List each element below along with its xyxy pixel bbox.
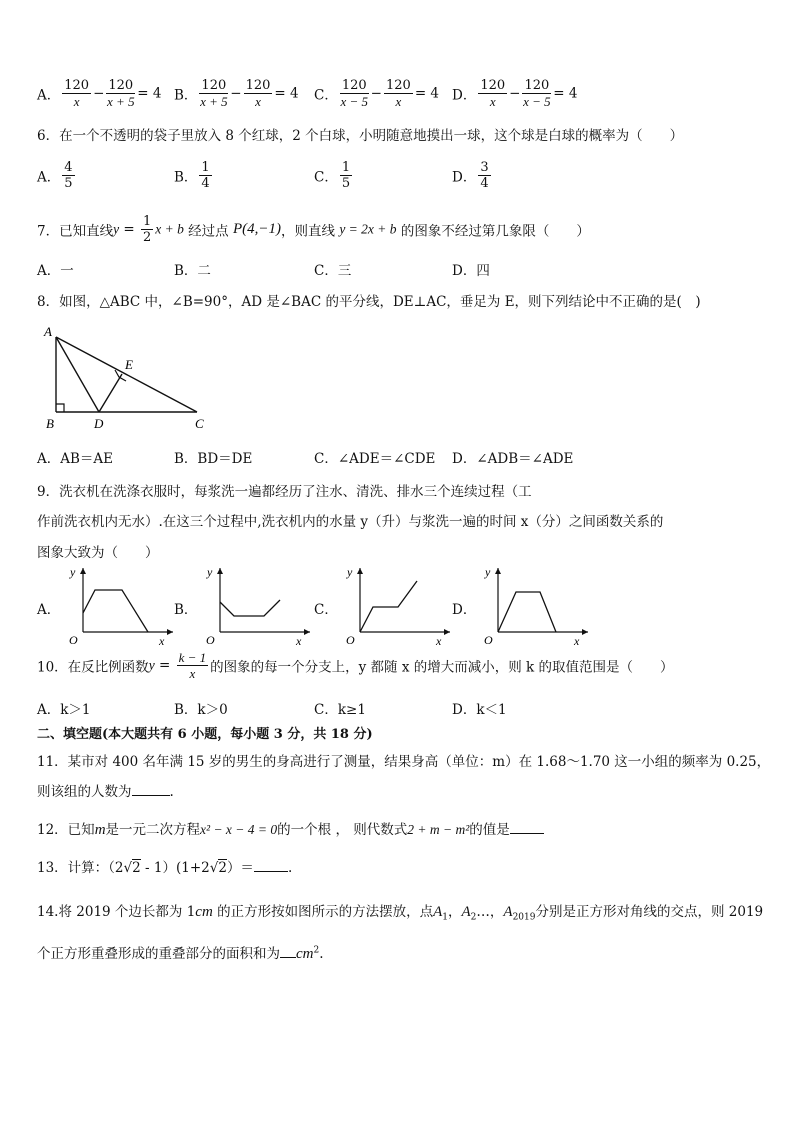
- fraction: $\frac{120}{x + 5}$: [107, 78, 135, 109]
- q7-option-b: B．二: [174, 263, 211, 279]
- q7-stem: 7．已知直线y = $\frac{1}{2}$ x + b 经过点 P(4,−1)，则直线 y = 2x + b 的图象不经过第几象限（ ）: [37, 214, 590, 245]
- svg-text:x: x: [436, 634, 442, 646]
- q9-stem-line3: 图象大致为（ ）: [37, 545, 159, 561]
- svg-text:y: y: [70, 565, 76, 579]
- label-b: B: [46, 416, 54, 431]
- q10-option-c: C．k≥1: [314, 702, 366, 718]
- q11-line2: 则该组的人数为 .: [37, 780, 174, 800]
- q6-option-b: B． $\frac{1}{4}$: [174, 160, 210, 191]
- fraction: $\frac{120}{x}$: [480, 78, 506, 109]
- q6-stem: 6．在一个不透明的袋子里放入 8 个红球，2 个白球，小明随意地摸出一球，这个球是白球的概率为（ ）: [37, 128, 684, 144]
- q6-option-a: A． $\frac{4}{5}$: [37, 160, 73, 191]
- svg-text:y: y: [347, 565, 353, 579]
- fraction: $\frac{120}{x}$: [385, 78, 411, 109]
- q8-triangle-figure: [40, 322, 220, 434]
- fraction: $\frac{120}{x - 5}$: [523, 78, 551, 109]
- label-a: A: [44, 324, 52, 339]
- q5-option-b: B． $\frac{120}{x + 5}$ − $\frac{120}{x}$ = 4: [174, 78, 299, 109]
- q5-option-d: D． $\frac{120}{x}$ − $\frac{120}{x - 5}$ = 4: [452, 78, 578, 109]
- q7-options: [37, 259, 757, 279]
- label-d: D: [94, 416, 104, 431]
- q10-option-a: A．k＞1: [37, 702, 91, 718]
- q9-stem-line2: 作前洗衣机内无水）.在这三个过程中,洗衣机内的水量 y（升）与浆洗一遍的时间 x（分）之间函数关系的: [37, 514, 664, 530]
- svg-text:O: O: [346, 633, 355, 646]
- q8-option-a: A．AB＝AE: [37, 451, 114, 467]
- sqrt-symbol: √: [209, 860, 219, 876]
- fraction: $\frac{120}{x}$: [245, 78, 271, 109]
- answer-blank[interactable]: [132, 781, 170, 796]
- svg-text:x: x: [574, 634, 580, 646]
- q10-stem: 10．在反比例函数y = $\frac{k - 1}{x}$ 的图象的每一个分支上，y 都随 x 的增大而减小，则 k 的取值范围是（ ）: [37, 650, 674, 681]
- answer-blank[interactable]: [254, 857, 288, 872]
- q9-graph-a: [61, 564, 179, 646]
- q9-graph-b: [198, 564, 316, 646]
- q7-option-a: A．一: [37, 263, 74, 279]
- sqrt-symbol: √: [123, 860, 133, 876]
- fraction: $\frac{120}{x}$: [64, 78, 90, 109]
- label-c: C: [195, 416, 204, 431]
- answer-blank[interactable]: [280, 943, 296, 958]
- svg-text:y: y: [207, 565, 213, 579]
- svg-text:x: x: [159, 634, 165, 646]
- q8-option-d: D．∠ADB＝∠ADE: [452, 451, 574, 467]
- q10-options: [37, 698, 757, 718]
- q8-options: [37, 447, 757, 467]
- q9-graph-d: [476, 564, 594, 646]
- q5-option-a: A． $\frac{120}{x}$ − $\frac{120}{x + 5}$ = 4: [37, 78, 162, 109]
- svg-text:y: y: [485, 565, 491, 579]
- fraction: $\frac{120}{x + 5}$: [200, 78, 228, 109]
- q9-graph-c: [338, 564, 456, 646]
- q8-option-c: C．∠ADE＝∠CDE: [314, 451, 436, 467]
- svg-text:O: O: [69, 633, 78, 646]
- q9-stem-line1: 9．洗衣机在洗涤衣服时，每浆洗一遍都经历了注水、清洗、排水三个连续过程（工: [37, 484, 532, 500]
- q10-option-b: B．k＞0: [174, 702, 228, 718]
- q5-option-c: C． $\frac{120}{x - 5}$ − $\frac{120}{x}$ = 4: [314, 78, 440, 109]
- q7-option-d: D．四: [452, 263, 490, 279]
- q12-stem: 12．已知m是一元二次方程x² − x − 4 = 0的一个根 ， 则代数式2 + m − m²的值是: [37, 818, 544, 839]
- q5-options: [37, 78, 757, 118]
- svg-text:O: O: [206, 633, 215, 646]
- q10-option-d: D．k＜1: [452, 702, 507, 718]
- q6-options: [37, 160, 757, 200]
- q13-stem: 13．计算：（2√2 - 1）(1+2√2）＝ .: [37, 856, 292, 876]
- fraction: $\frac{120}{x - 5}$: [340, 78, 369, 109]
- q8-stem: 8．如图，△ABC 中，∠B=90°，AD 是∠BAC 的平分线，DE⊥AC，垂足为 E，则下列结论中不正确的是( ): [37, 294, 701, 310]
- q7-option-c: C．三: [314, 263, 352, 279]
- svg-text:O: O: [484, 633, 493, 646]
- section-heading: 二、填空题(本大题共有 6 小题，每小题 3 分，共 18 分): [37, 727, 373, 742]
- q6-option-c: C． $\frac{1}{5}$: [314, 160, 351, 191]
- q6-option-d: D． $\frac{3}{4}$: [452, 160, 489, 191]
- q14-line2: 个正方形重叠形成的重叠部分的面积和为 $cm^2$.: [37, 942, 324, 963]
- label-e: E: [125, 357, 133, 372]
- q11-line1: 11．某市对 400 名年满 15 岁的男生的身高进行了测量，结果身高（单位：m）在 1.68～1.70 这一小组的频率为 0.25，: [37, 754, 771, 770]
- q8-option-b: B．BD＝DE: [174, 451, 253, 467]
- q14-line1: 14.将 2019 个边长都为 1cm 的正方形按如图所示的方法摆放，点$A_1$，$A_2\dots$，$A_{2019}$分别是正方形对角线的交点，则 2019: [37, 904, 764, 923]
- answer-blank[interactable]: [510, 819, 544, 834]
- svg-text:x: x: [296, 634, 302, 646]
